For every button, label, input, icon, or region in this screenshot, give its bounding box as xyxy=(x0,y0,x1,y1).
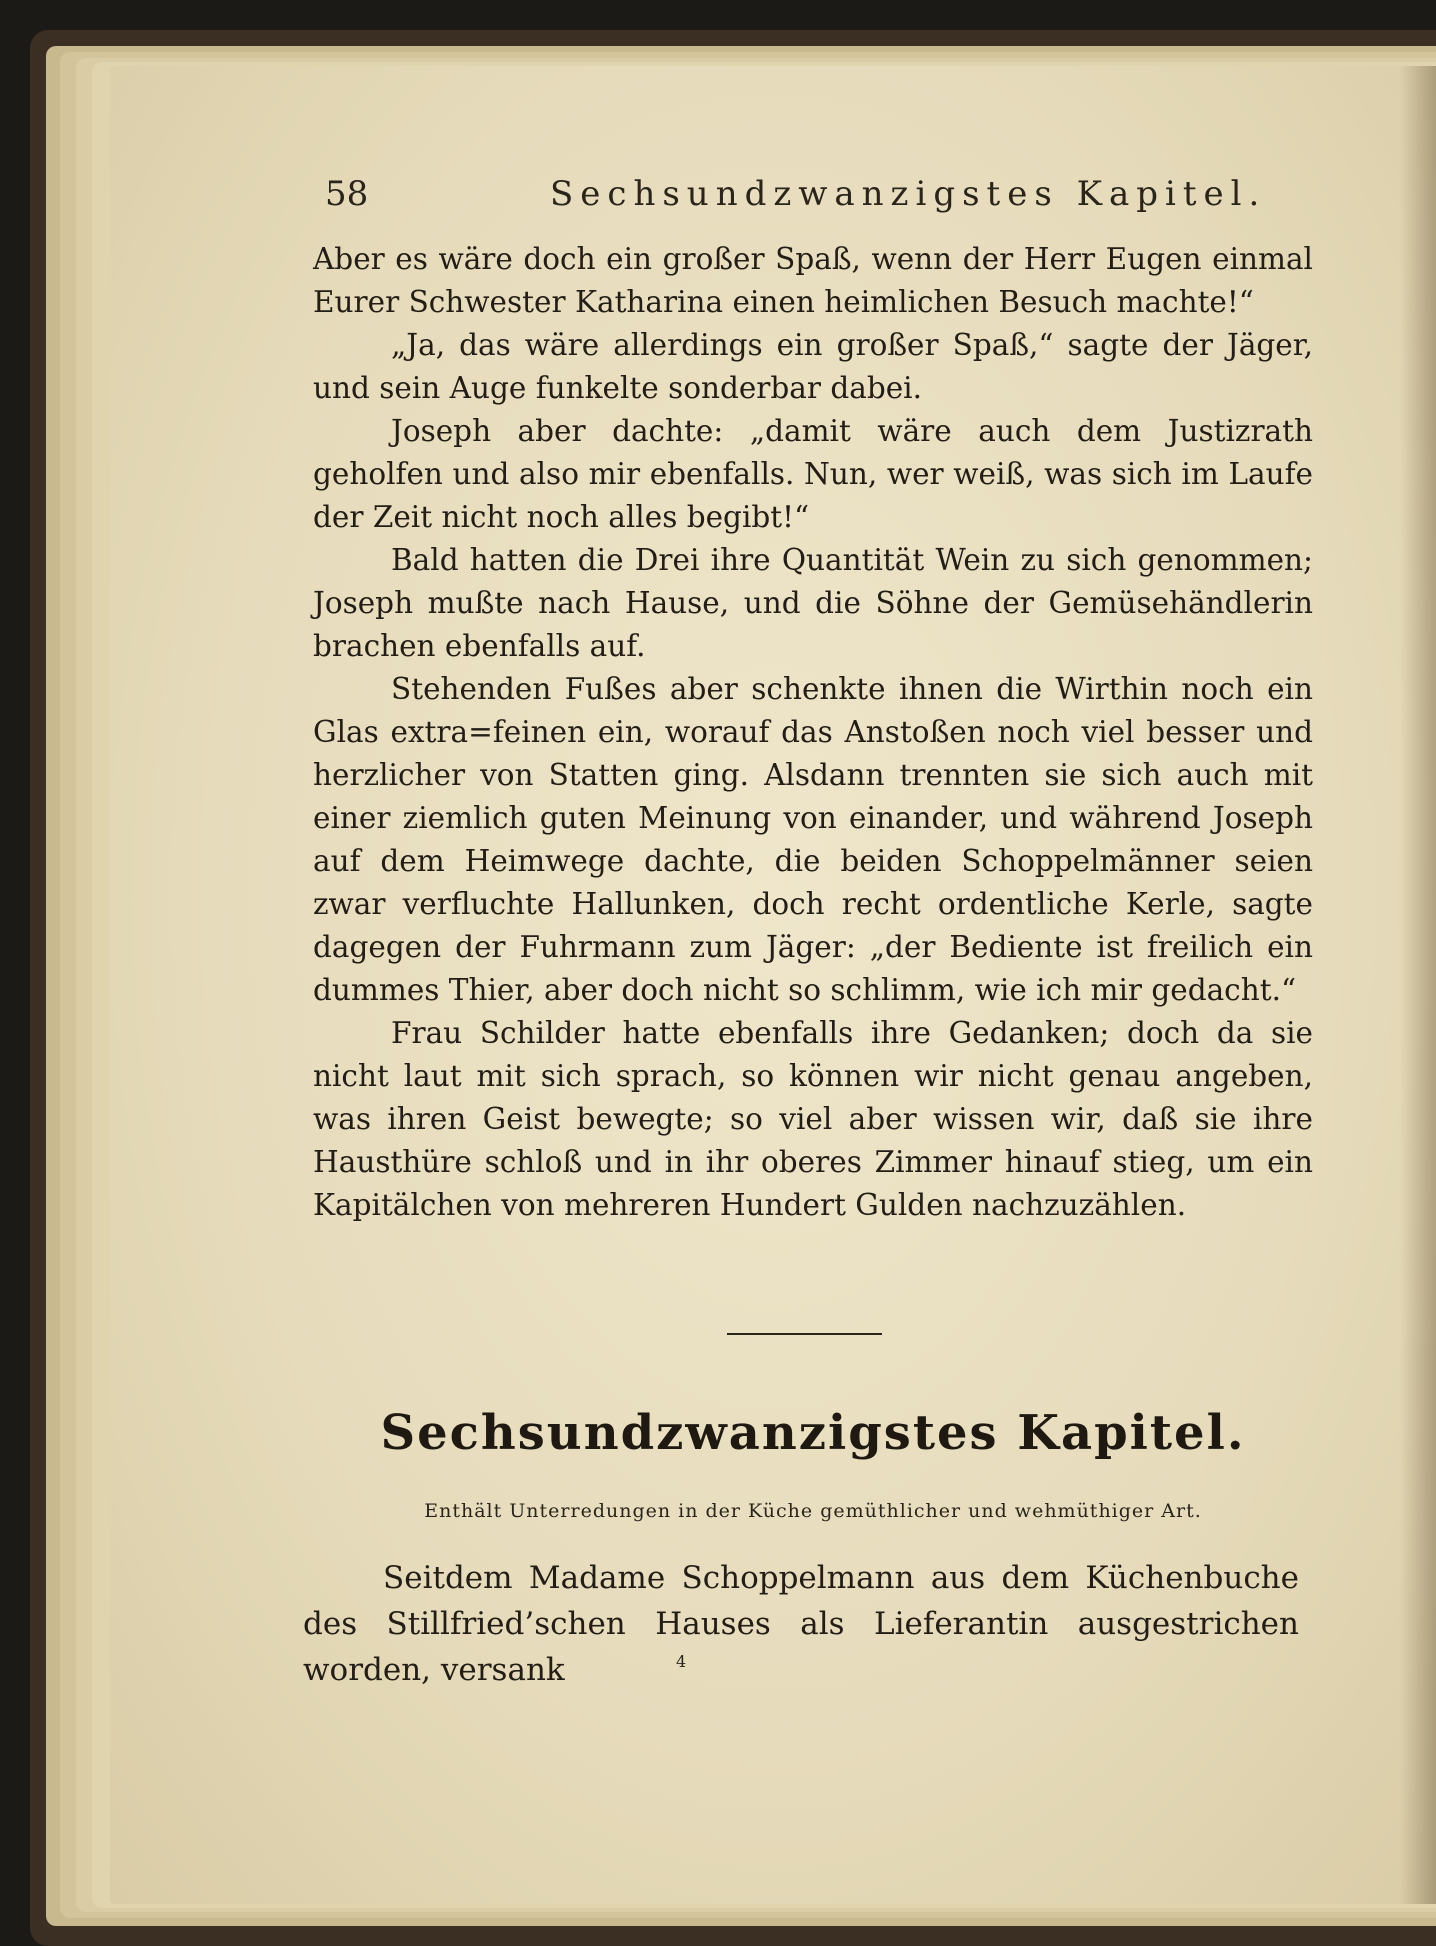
chapter-summary: Enthält Unterredungen in der Küche gemüthlicher und wehmüthiger Art. xyxy=(424,1500,1202,1522)
paragraph: Stehenden Fußes aber schenkte ihnen die Wirthin noch ein Glas extra=feinen ein, worauf das Anstoßen noch viel besser und herzlicher von Statten ging. Alsdann trennten sie sich auch mit einer ziemlich guten Meinung von einander, und während Joseph auf dem Heimwege dachte, die beiden Schoppelmänner seien zwar verfluchte Hallunken, doch recht ordentliche Kerle, sagte dagegen der Fuhrmann zum Jäger: „der Bediente ist freilich ein dummes Thier, aber doch nicht so schlimm, wie ich mir gedacht.“ xyxy=(313,672,1313,1007)
chapter-title: Sechsundzwanzigstes Kapitel. xyxy=(380,1405,1246,1461)
signature-mark: 4 xyxy=(676,1652,687,1671)
paragraph: Aber es wäre doch ein großer Spaß, wenn der Herr Eugen einmal Eurer Schwester Katharina einen heimlichen Besuch machte!“ xyxy=(313,242,1313,319)
section-divider xyxy=(727,1333,882,1335)
page-number: 58 xyxy=(325,174,369,214)
paragraph: Joseph aber dachte: „damit wäre auch dem Justizrath geholfen und also mir ebenfalls. Nun, wer weiß, was sich im Laufe der Zeit nicht noch alles begibt!“ xyxy=(313,414,1313,534)
paragraph: „Ja, das wäre allerdings ein großer Spaß,“ sagte der Jäger, und sein Auge funkelte sonderbar dabei. xyxy=(313,328,1313,405)
paragraph: Frau Schilder hatte ebenfalls ihre Gedanken; doch da sie nicht laut mit sich sprach, so können wir nicht genau angeben, was ihren Geist bewegte; so viel aber wissen wir, daß sie ihre Hausthüre schloß und in ihr oberes Zimmer hinauf stieg, um ein Kapitälchen von mehreren Hundert Gulden nachzuzählen. xyxy=(313,1016,1313,1222)
chapter-opening xyxy=(303,1555,1299,1693)
page-gutter-shadow xyxy=(1400,66,1436,1904)
body-text xyxy=(313,238,1313,1227)
running-head: Sechsundzwanzigstes Kapitel. xyxy=(550,174,1267,214)
paragraph: Seitdem Madame Schoppelmann aus dem Küchenbuche des Stillfried’schen Hauses als Lieferantin ausgestrichen worden, versank xyxy=(303,1560,1299,1688)
page-header xyxy=(325,168,1325,224)
paragraph: Bald hatten die Drei ihre Quantität Wein zu sich genommen; Joseph mußte nach Hause, und die Söhne der Gemüsehändlerin brachen ebenfalls auf. xyxy=(313,543,1313,663)
